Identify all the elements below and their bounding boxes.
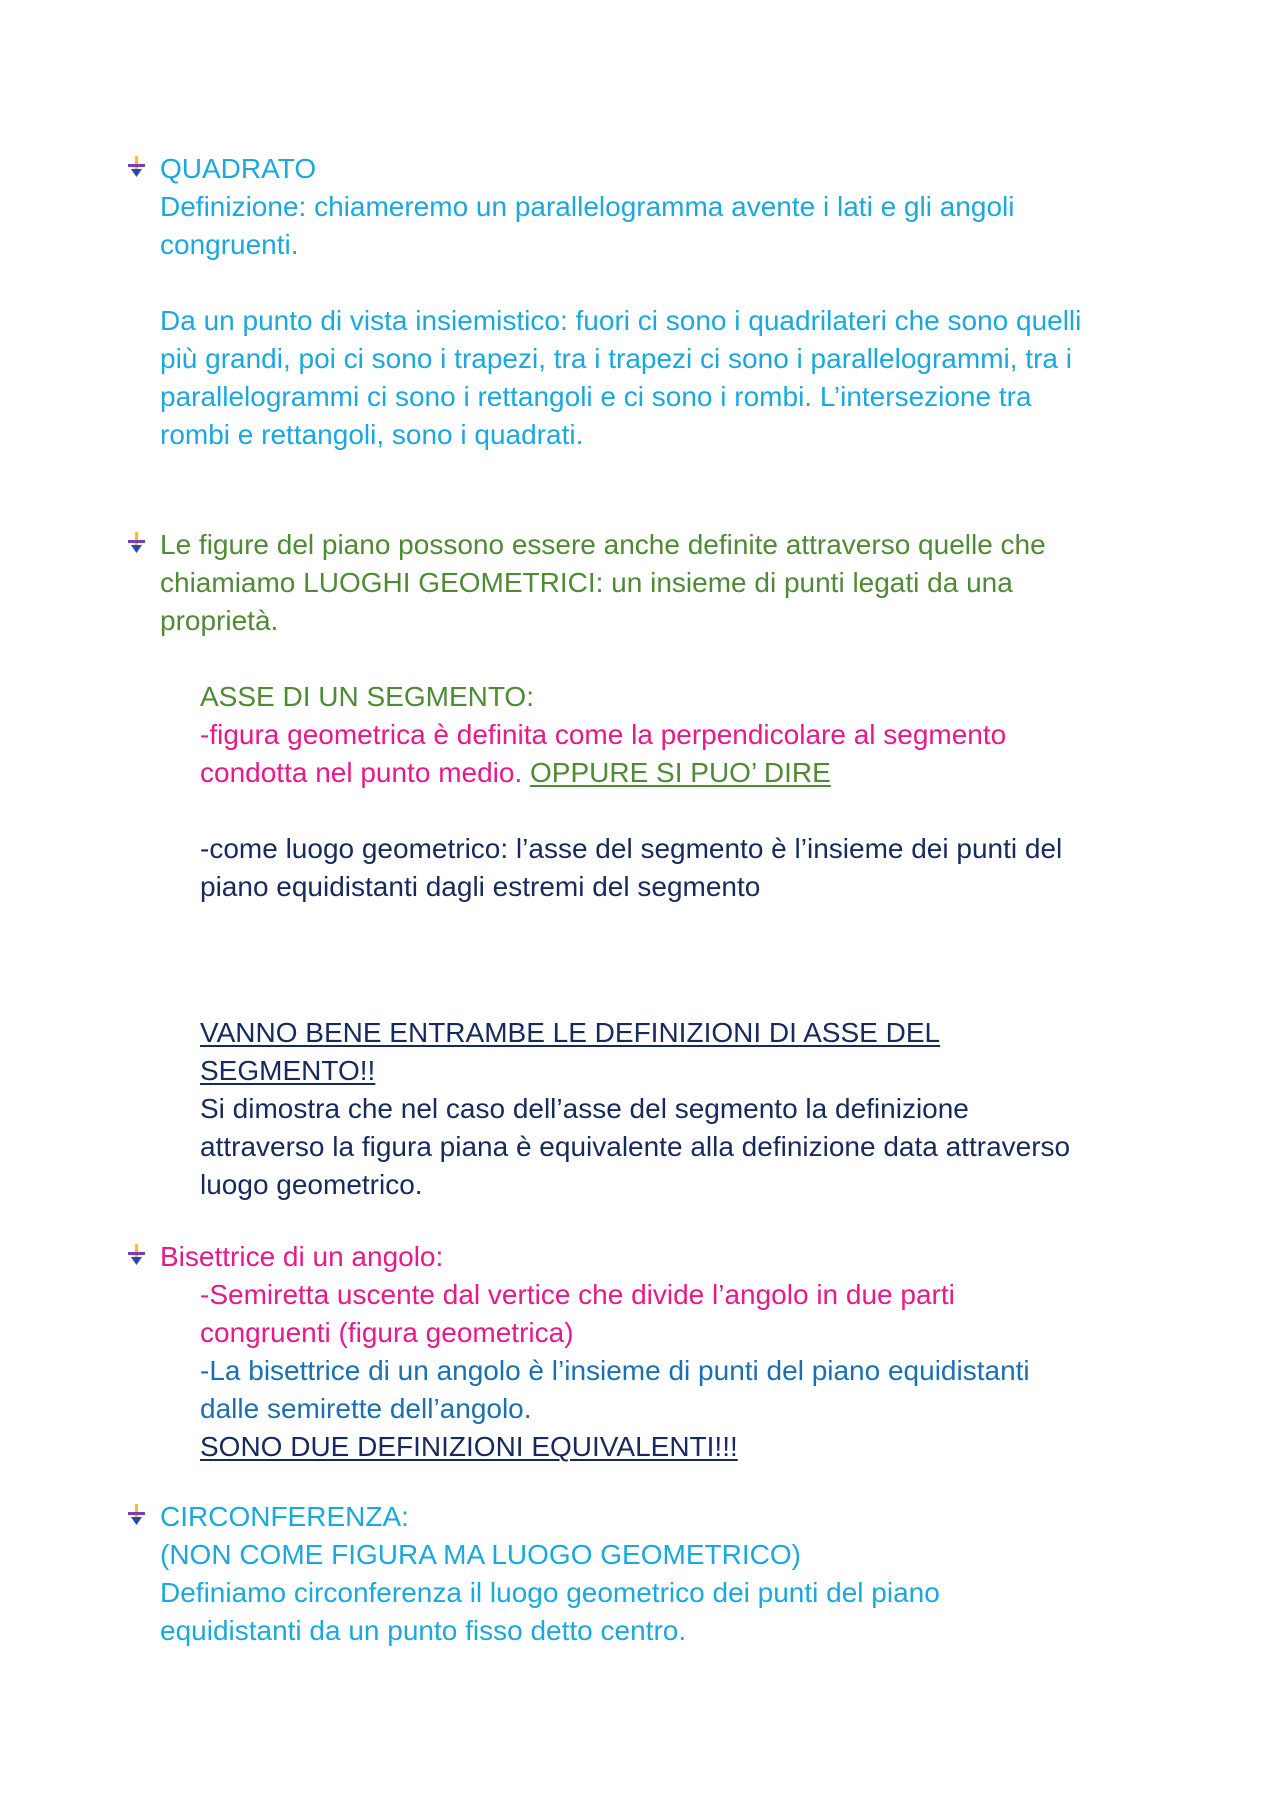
section-asse	[200, 678, 1062, 906]
asse-def2-line2: piano equidistanti dagli estremi del segmento	[200, 871, 761, 902]
oppure-label: OPPURE SI PUO’ DIRE	[530, 757, 831, 788]
asse-def1-line2-row	[200, 754, 1062, 792]
arrow-down-cross-icon	[126, 1244, 146, 1266]
dimostra-line3: luogo geometrico.	[200, 1169, 423, 1200]
asse-conclusion	[200, 1014, 1070, 1204]
quadrato-title: QUADRATO	[160, 153, 317, 184]
bisettrice-def2-line2: dalle semirette dell’angolo.	[200, 1393, 532, 1424]
arrow-down-cross-icon	[126, 532, 146, 554]
circonferenza-def-line2: equidistanti da un punto fisso detto centro.	[160, 1615, 687, 1646]
bisettrice-def1-line1: -Semiretta uscente dal vertice che divide l’angolo in due parti	[200, 1279, 955, 1310]
quadrato-p2-line3: parallelogrammi ci sono i rettangoli e ci sono i rombi. L’intersezione tra	[160, 381, 1032, 412]
dimostra-line1: Si dimostra che nel caso dell’asse del segmento la definizione	[200, 1093, 969, 1124]
asse-def1-line2: condotta nel punto medio.	[200, 757, 531, 788]
asse-def2-line1: -come luogo geometrico: l’asse del segmento è l’insieme dei punti del	[200, 833, 1063, 864]
quadrato-p2-line1: Da un punto di vista insiemistico: fuori ci sono i quadrilateri che sono quelli	[160, 305, 1082, 336]
circonferenza-def-line1: Definiamo circonferenza il luogo geometrico dei punti del piano	[160, 1577, 940, 1608]
circonferenza-title: CIRCONFERENZA:	[160, 1501, 409, 1532]
dimostra-line2: attraverso la figura piana è equivalente alla definizione data attraverso	[200, 1131, 1071, 1162]
luoghi-line3: proprietà.	[160, 605, 279, 636]
luoghi-line1: Le figure del piano possono essere anche definite attraverso quelle che	[160, 529, 1046, 560]
section-luoghi	[160, 526, 1046, 640]
quadrato-p2-line4: rombi e rettangoli, sono i quadrati.	[160, 419, 584, 450]
arrow-down-cross-icon	[126, 156, 146, 178]
equivalenti-label: SONO DUE DEFINIZIONI EQUIVALENTI!!!	[200, 1431, 738, 1462]
section-quadrato	[160, 150, 1081, 454]
bisettrice-title: Bisettrice di un angolo:	[160, 1241, 444, 1272]
vanno-bene-line1: VANNO BENE ENTRAMBE LE DEFINIZIONI DI ASSE DEL	[200, 1017, 941, 1048]
quadrato-def-line1: Definizione: chiameremo un parallelogramma avente i lati e gli angoli	[160, 191, 1015, 222]
vanno-bene-line2: SEGMENTO!!	[200, 1055, 376, 1086]
bisettrice-def1-line2: congruenti (figura geometrica)	[200, 1317, 574, 1348]
asse-title: ASSE DI UN SEGMENTO:	[200, 681, 534, 712]
quadrato-p2-line2: più grandi, poi ci sono i trapezi, tra i trapezi ci sono i parallelogrammi, tra i	[160, 343, 1072, 374]
bisettrice-defs	[200, 1276, 1030, 1466]
arrow-down-cross-icon	[126, 1504, 146, 1526]
quadrato-def-line2: congruenti.	[160, 229, 299, 260]
asse-def1-line1: -figura geometrica è definita come la perpendicolare al segmento	[200, 719, 1007, 750]
circonferenza-sub: (NON COME FIGURA MA LUOGO GEOMETRICO)	[160, 1539, 801, 1570]
section-circonferenza	[160, 1498, 940, 1650]
luoghi-line2: chiamiamo LUOGHI GEOMETRICI: un insieme di punti legati da una	[160, 567, 1013, 598]
section-bisettrice	[160, 1238, 443, 1276]
bisettrice-def2-line1: -La bisettrice di un angolo è l’insieme di punti del piano equidistanti	[200, 1355, 1030, 1386]
